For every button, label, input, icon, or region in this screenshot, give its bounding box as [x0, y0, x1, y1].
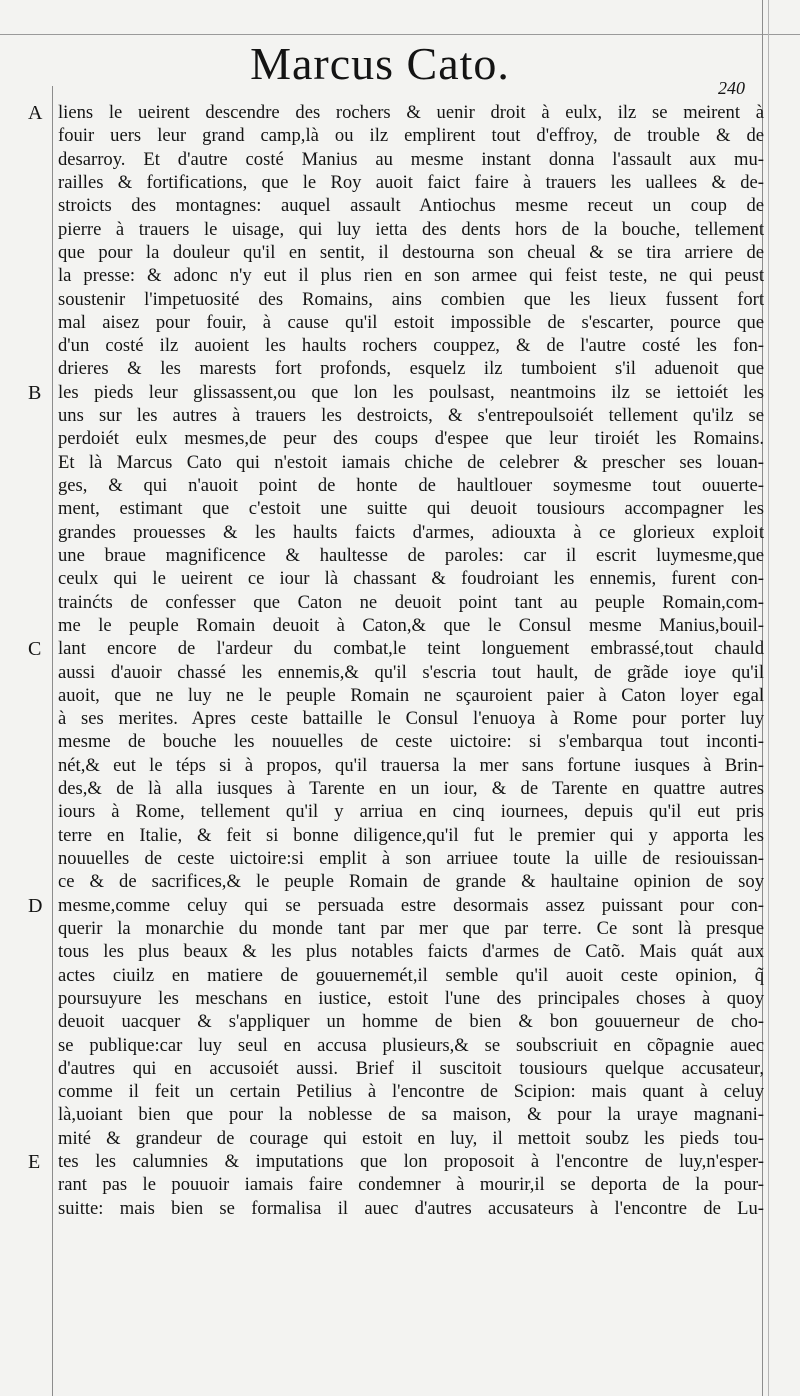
text-line: d'autres qui en accusoiét aussi. Brief il suscitoit tousiours quelque accusateur,: [58, 1057, 764, 1079]
text-line: à ses merites. Apres ceste battaille le Consul l'enuoya à Rome pour porter luy: [58, 708, 764, 730]
running-head: Marcus Cato.: [250, 38, 510, 89]
text-line: fouir uers leur grand camp,là ou ilz emplirent tout d'effroy, de trouble & de: [58, 125, 764, 147]
margin-letter: E: [28, 1151, 41, 1174]
text-line: railles & fortifications, que le Roy auoit faict faire à trauers les uallees & de-: [58, 171, 764, 193]
text-line: des,& de là alla iusques à Tarente en un iour, & de Tarente en quattre autres: [58, 778, 764, 800]
text-line: desarroy. Et d'autre costé Manius au mesme instant donna l'assault aux mu-: [58, 148, 764, 170]
text-line: stroicts des montagnes: auquel assault Antiochus mesme receut un coup de: [58, 195, 764, 217]
text-line: mité & grandeur de courage qui estoit en luy, il mettoit soubz les pieds tou-: [58, 1127, 764, 1149]
text-line: que pour la douleur qu'il en sentit, il destourna son cheual & se tira arriere de: [58, 241, 764, 263]
margin-letter: B: [28, 381, 42, 404]
text-line: liens le ueirent descendre des rochers & uenir droit à eulx, ilz se meirent à: [58, 102, 764, 123]
text-line: querir la monarchie du monde tant par mer que par terre. Ce sont là presque: [58, 917, 764, 939]
text-line: soustenir l'impetuosité des Romains, ains combien que les lieux fussent fort: [58, 288, 764, 310]
text-line: nouuelles de ceste uictoire:si emplit à son arriuee toute la uille de resiouissan-: [58, 848, 764, 869]
text-line: nét,& eut le téps si à propos, qu'il trauersa la mer sans fortune iusques à Brin-: [58, 754, 764, 776]
text-line: trainćts de confesser que Caton ne deuoit point tant au peuple Romain,com-: [58, 591, 764, 613]
margin-letter: C: [28, 638, 42, 661]
text-line: auoit, que ne luy ne le peuple Romain ne sçauroient paier à Caton loyer egal: [58, 684, 764, 706]
text-line: ges, & qui n'auoit point de honte de haultlouer soymesme tout ouuerte-: [58, 475, 764, 496]
text-line: se publique:car luy seul en accusa plusieurs,& se soubscriuit en cõpagnie auec: [58, 1034, 764, 1056]
text-line: mal aisez pour fouir, à cause qu'il estoit impossible de s'escarter, pource que: [58, 311, 764, 333]
text-line: la presse: & adonc n'y eut il plus rien en son armee qui feist teste, ne qui peust: [58, 265, 764, 287]
margin-letter: A: [28, 102, 43, 124]
left-margin-rule: [52, 86, 53, 1396]
text-line: rant pas le pouuoir iamais faire condemner à mourir,il se deporta de la pour-: [58, 1174, 764, 1196]
text-line: me le peuple Romain deuoit à Caton,& que le Consul mesme Manius,bouil-: [58, 614, 764, 636]
text-line: perdoiét eulx mesmes,de peur des coups d'espee que leur tiroiét les Romains.: [58, 428, 764, 450]
text-line: lant encore de l'ardeur du combat,le teint longuement embrassé,tout chauld: [58, 638, 764, 660]
text-line: aussi d'auoir chassé les ennemis,& qu'il s'escria tout hault, de grãde ioye qu'il: [58, 661, 764, 683]
text-line: drieres & les marests fort profonds, esquelz ilz tumboient s'il aduenoit que: [58, 358, 764, 380]
text-line: là,uoiant bien que pour la noblesse de sa maison, & pour la uraye magnani-: [58, 1104, 764, 1126]
text-line: Et là Marcus Cato qui n'estoit iamais chiche de celebrer & prescher ses louan-: [58, 451, 764, 473]
margin-letter: D: [28, 894, 43, 917]
page-number: 240: [718, 78, 745, 98]
text-line: une braue magnificence & haultesse de paroles: car il escrit luymesme,que: [58, 544, 764, 566]
right-edge-rule: [768, 0, 769, 1396]
text-line: terre en Italie, & feit si bonne diligence,qu'il fut le premier qui y apporta les: [58, 824, 764, 846]
text-line: poursuyure les meschans en iustice, estoit l'une des principales choses à quoy: [58, 987, 764, 1009]
text-line: mesme de bouche les nouuelles de ceste uictoire: si s'embarqua tout inconti-: [58, 731, 764, 753]
text-line: ce & de sacrifices,& le peuple Romain de grande & haultaine opinion de soy: [58, 871, 764, 893]
text-line: grandes prouesses & les haults faicts d'armes, adiouxta à ce glorieux exploit: [58, 521, 764, 543]
text-line: suitte: mais bien se formalisa il auec d'autres accusateurs à l'encontre de Lu-: [58, 1197, 764, 1219]
top-rule: [0, 34, 800, 35]
text-line: ceulx qui le ueirent ce iour là chassant & foudroiant les ennemis, furent con-: [58, 568, 764, 590]
text-line: les pieds leur glissassent,ou que lon les poulsast, neantmoins ilz se iettoiét les: [58, 381, 764, 403]
text-line: ment, estimant que c'estoit une suitte qui deuoit tousiours accompagner les: [58, 498, 764, 520]
body-text: [58, 101, 764, 1220]
text-line: deuoit uacquer & s'appliquer un homme de bien & bon gouuerneur de cho-: [58, 1011, 764, 1033]
text-line: mesme,comme celuy qui se persuada estre desormais assez puissant pour con-: [58, 894, 764, 916]
text-line: d'un costé ilz auoient les haults rochers couppez, & de l'autre costé les fon-: [58, 335, 764, 357]
text-line: comme il feit un certain Petilius à l'encontre de Scipion: mais quant à celuy: [58, 1081, 764, 1103]
text-line: pierre à trauers le uisage, qui luy ietta des dents hors de la bouche, tellement: [58, 218, 764, 240]
text-line: actes ciuilz en matiere de gouuernemét,il semble qu'il auoit ceste opinion, q̃: [58, 964, 764, 986]
text-line: iours à Rome, tellement qu'il y arriua en cinq iournees, depuis qu'il eut pris: [58, 801, 764, 823]
text-line: uns sur les autres à trauers les destroicts, & s'entrepoulsoiét tellement qu'ilz se: [58, 405, 764, 427]
text-line: tes les calumnies & imputations que lon proposoit à l'encontre de luy,n'esper-: [58, 1151, 764, 1173]
text-line: tous les plus beaux & les plus notables faicts d'armes de Catõ. Mais quát aux: [58, 941, 764, 963]
